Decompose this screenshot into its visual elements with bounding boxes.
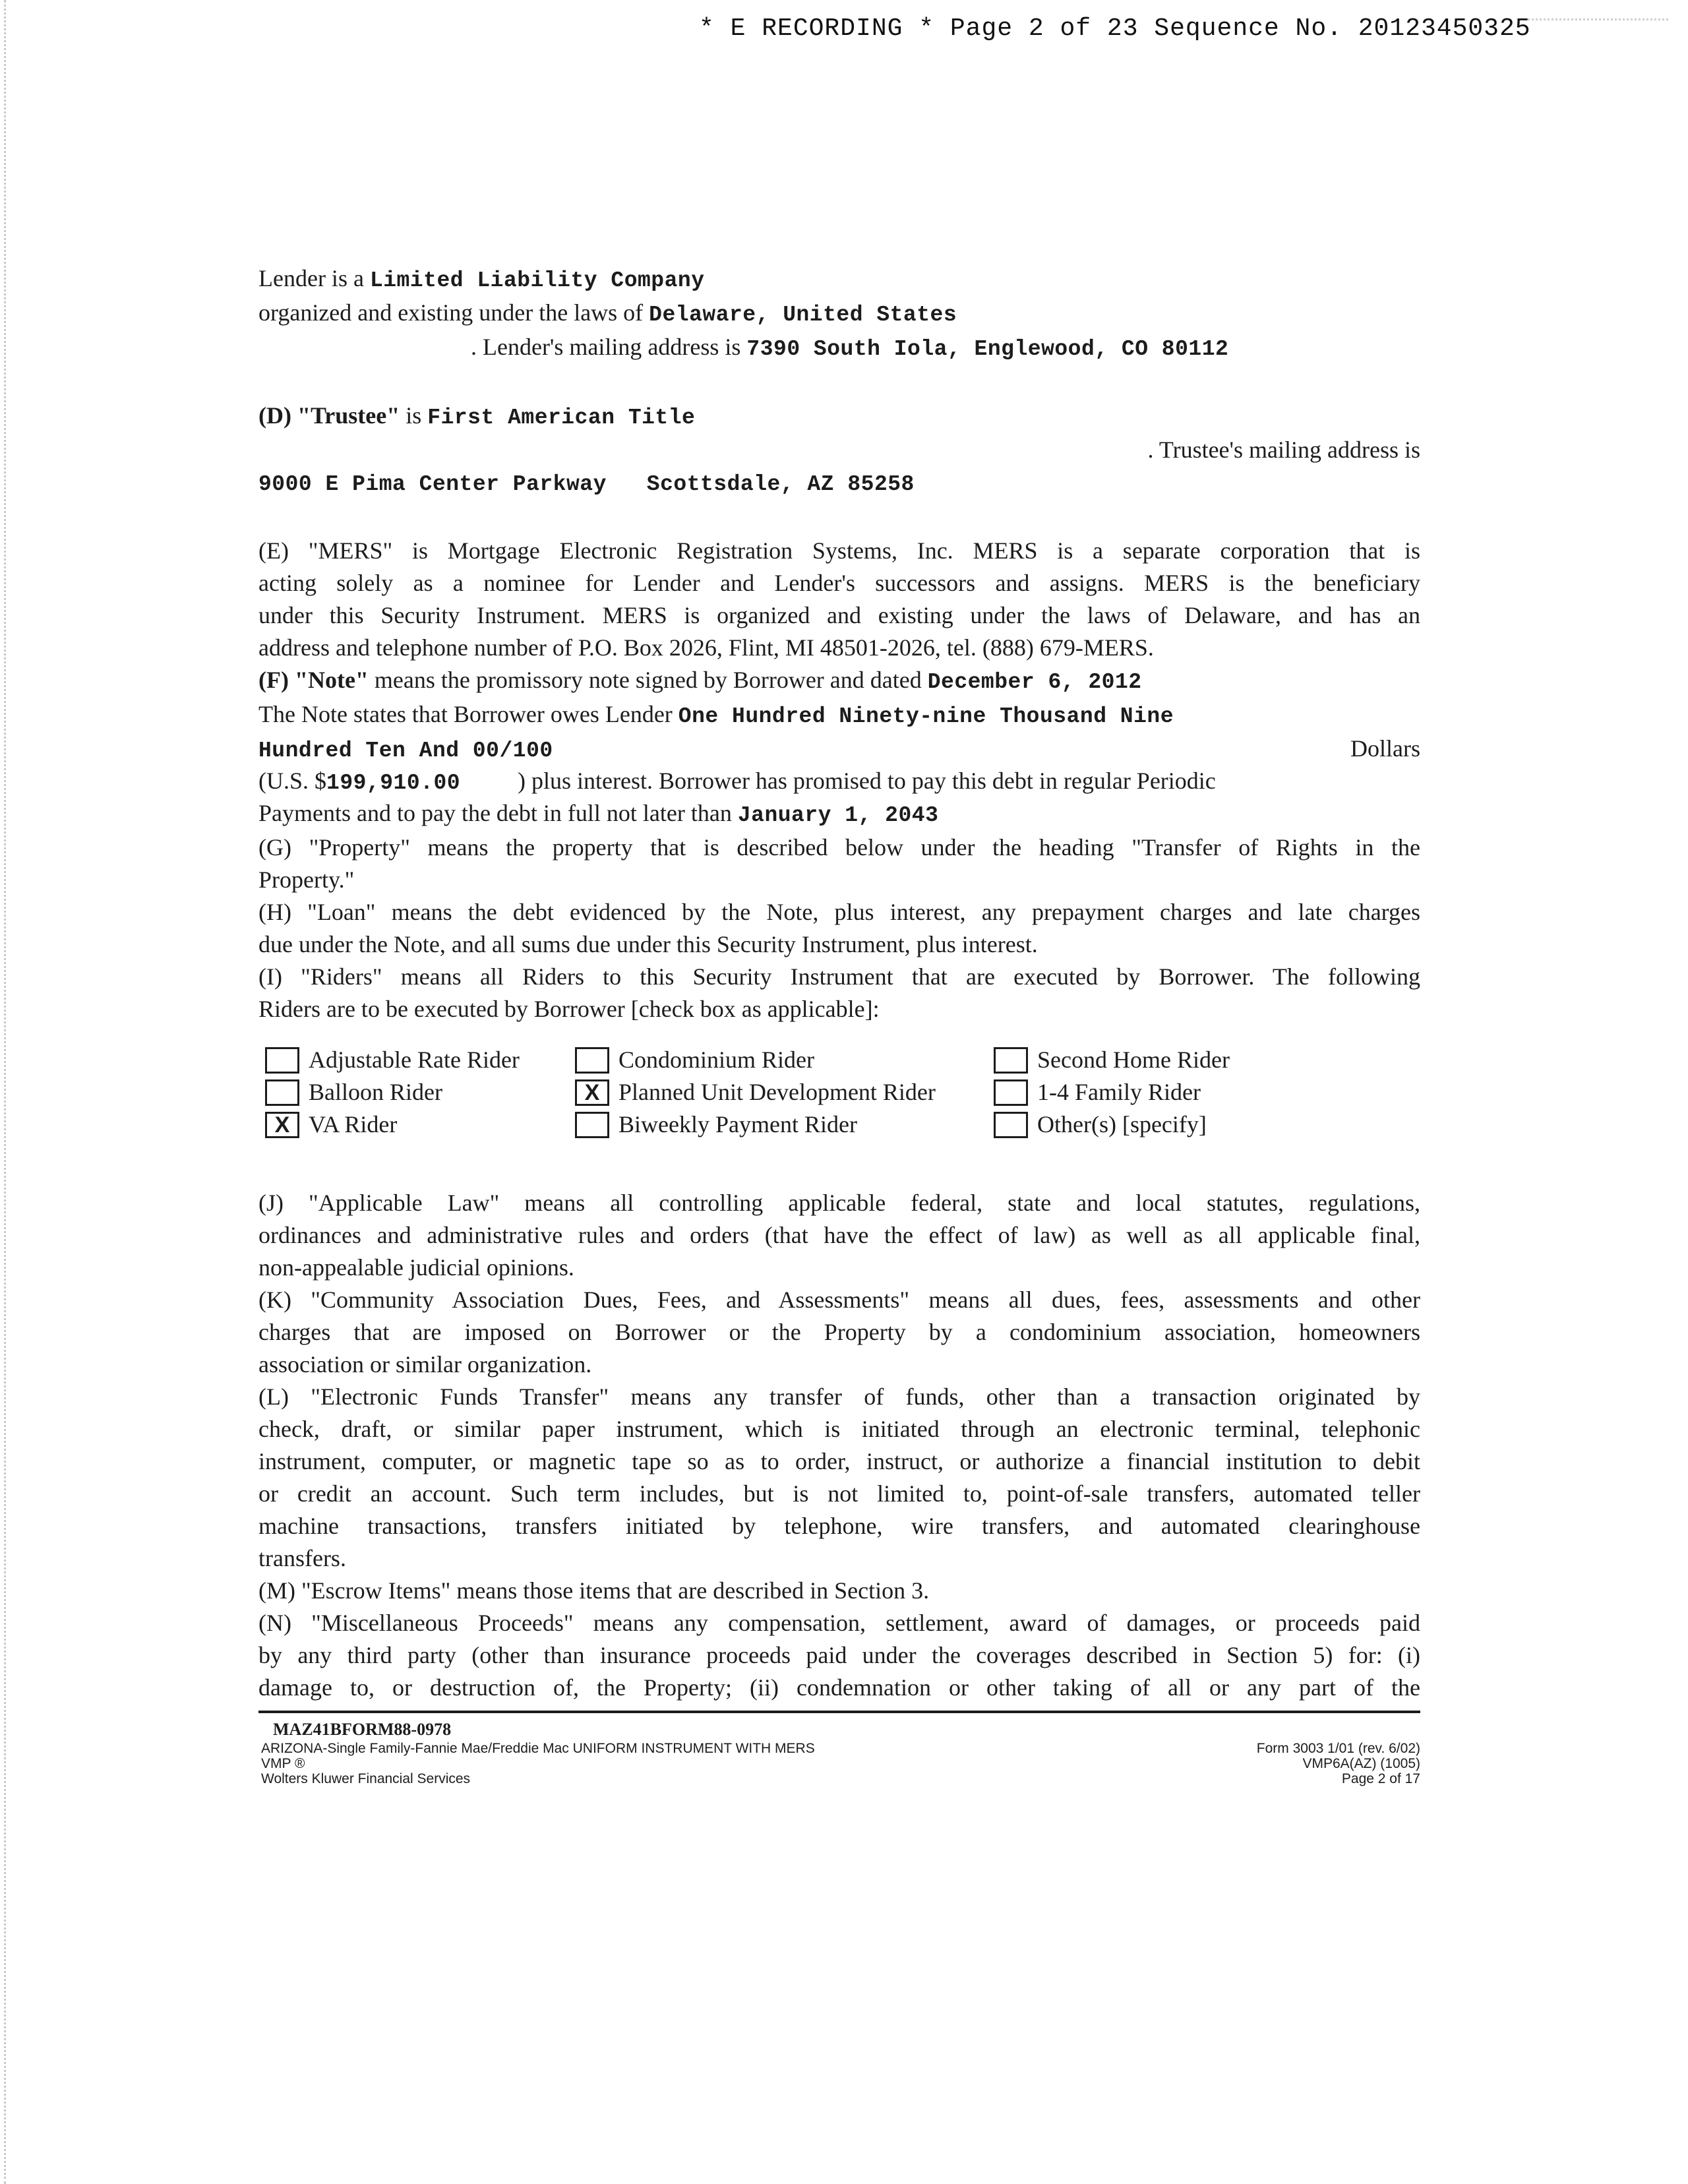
- trustee-mailing-label: . Trustee's mailing address is: [1147, 437, 1420, 463]
- trustee-address: 9000 E Pima Center Parkway Scottsdale, AZ 85258: [258, 472, 915, 497]
- trustee-is-label: is: [406, 402, 422, 429]
- rider-biweekly-payment: [575, 1108, 994, 1141]
- eft-line: transfers.: [258, 1545, 346, 1571]
- trustee-heading: (D) "Trustee": [258, 402, 400, 429]
- footer-row: [261, 1741, 1420, 1786]
- footer-vmp-mark: VMP ®: [261, 1756, 305, 1771]
- trustee-address-line: [258, 466, 1420, 501]
- applicable-law-line: (J) "Applicable Law" means all controlling applicable federal, state and local statutes, regulations,: [258, 1190, 1420, 1216]
- checkbox-icon[interactable]: [994, 1112, 1028, 1138]
- note-payments-text: Payments and to pay the debt in full not later than: [258, 800, 732, 826]
- checkbox-icon[interactable]: [265, 1079, 299, 1106]
- property-line: Property.": [258, 866, 355, 893]
- mers-line: acting solely as a nominee for Lender and Lender's successors and assigns. MERS is the beneficiary: [258, 570, 1420, 596]
- applicable-law-paragraph: [258, 1187, 1420, 1284]
- note-interest-text: ) plus interest. Borrower has promised to pay this debt in regular Periodic: [518, 768, 1216, 794]
- checkbox-icon[interactable]: [994, 1079, 1028, 1106]
- trustee-line: [258, 400, 1420, 434]
- note-amount-words-line: [258, 733, 1420, 765]
- lender-mailing-line: [258, 331, 1420, 365]
- footer-left: [261, 1741, 815, 1786]
- scan-edge-left: [4, 0, 10, 2184]
- eft-paragraph: [258, 1381, 1420, 1575]
- note-owes-label: The Note states that Borrower owes Lender: [258, 701, 673, 727]
- checkbox-icon[interactable]: [575, 1047, 609, 1074]
- applicable-law-line: ordinances and administrative rules and orders (that have the effect of law) as well as all applicable final,: [258, 1222, 1420, 1248]
- note-amount-words: One Hundred Ninety-nine Thousand Nine: [678, 704, 1174, 729]
- document-body: [258, 262, 1420, 1704]
- community-association-paragraph: [258, 1284, 1420, 1381]
- mers-line: address and telephone number of P.O. Box 2026, Flint, MI 48501-2026, tel. (888) 679-MERS.: [258, 634, 1154, 661]
- page-footer: [258, 1711, 1420, 1786]
- footer-instrument-title: ARIZONA-Single Family-Fannie Mae/Freddie Mac UNIFORM INSTRUMENT WITH MERS: [261, 1741, 815, 1756]
- footer-form-number: Form 3003 1/01 (rev. 6/02): [1256, 1741, 1420, 1756]
- riders-definition-line: Riders are to be executed by Borrower [check box as applicable]:: [258, 996, 880, 1022]
- trustee-mailing-line: [258, 434, 1420, 466]
- rider-label: 1-4 Family Rider: [1037, 1079, 1201, 1105]
- lender-organized-label: organized and existing under the laws of: [258, 299, 644, 326]
- note-us-amount-line: [258, 765, 1420, 797]
- loan-line: (H) "Loan" means the debt evidenced by the Note, plus interest, any prepayment charges and late charges: [258, 899, 1420, 925]
- rider-label: Planned Unit Development Rider: [618, 1079, 936, 1105]
- note-maturity-date: January 1, 2043: [737, 803, 939, 828]
- footer-publisher: Wolters Kluwer Financial Services: [261, 1771, 471, 1786]
- rider-label: Biweekly Payment Rider: [618, 1111, 857, 1138]
- note-line: [258, 664, 1420, 698]
- checkbox-icon[interactable]: [994, 1047, 1028, 1074]
- misc-proceeds-line: damage to, or destruction of, the Property; (ii) condemnation or other taking of all or any part of the: [258, 1674, 1420, 1701]
- note-us-label: (U.S. $: [258, 768, 327, 794]
- riders-definition-line: (I) "Riders" means all Riders to this Security Instrument that are executed by Borrower. The following: [258, 963, 1420, 990]
- escrow-items-line: (M) "Escrow Items" means those items that are described in Section 3.: [258, 1577, 930, 1604]
- eft-line: or credit an account. Such term includes, but is not limited to, point-of-sale transfers, automated teller: [258, 1480, 1420, 1507]
- rider-label: Balloon Rider: [309, 1079, 442, 1105]
- applicable-law-line: non-appealable judicial opinions.: [258, 1254, 574, 1281]
- rider-va: [265, 1108, 575, 1141]
- footer-form-code: MAZ41BFORM88-0978: [273, 1720, 452, 1739]
- lender-is-a-label: Lender is a: [258, 265, 364, 291]
- note-text: means the promissory note signed by Borrower and dated: [374, 667, 922, 693]
- note-dollars-label: Dollars: [1350, 735, 1420, 762]
- trustee-name: First American Title: [427, 406, 696, 430]
- eft-line: check, draft, or similar paper instrument, which is initiated through an electronic terminal, telephonic: [258, 1416, 1420, 1442]
- mers-paragraph: [258, 535, 1420, 664]
- rider-adjustable-rate: [265, 1044, 575, 1076]
- rider-label: Other(s) [specify]: [1037, 1111, 1207, 1138]
- misc-proceeds-paragraph: [258, 1607, 1420, 1704]
- community-line: (K) "Community Association Dues, Fees, and Assessments" means all dues, fees, assessments and other: [258, 1287, 1420, 1313]
- lender-mailing-address: 7390 South Iola, Englewood, CO 80112: [746, 337, 1229, 361]
- lender-type-line: [258, 262, 1420, 297]
- rider-label: VA Rider: [309, 1111, 398, 1138]
- rider-label: Adjustable Rate Rider: [309, 1046, 520, 1073]
- misc-proceeds-line: (N) "Miscellaneous Proceeds" means any compensation, settlement, award of damages, or proceeds paid: [258, 1610, 1420, 1636]
- note-heading: (F) "Note": [258, 667, 369, 693]
- mers-line: (E) "MERS" is Mortgage Electronic Registration Systems, Inc. MERS is a separate corporation that is: [258, 537, 1420, 564]
- rider-1-4-family: [994, 1076, 1363, 1108]
- property-line: (G) "Property" means the property that is described below under the heading "Transfer of Rights in the: [258, 834, 1420, 861]
- checkbox-checked-icon[interactable]: X: [575, 1079, 609, 1106]
- rider-label: Second Home Rider: [1037, 1046, 1230, 1073]
- loan-line: due under the Note, and all sums due under this Security Instrument, plus interest.: [258, 931, 1038, 957]
- recording-header: * E RECORDING * Page 2 of 23 Sequence No. 20123450325: [699, 15, 1531, 43]
- note-payments-line: [258, 797, 1420, 832]
- lender-mailing-label: . Lender's mailing address is: [471, 334, 741, 360]
- lender-organized-line: [258, 297, 1420, 331]
- rider-label: Condominium Rider: [618, 1046, 814, 1073]
- rider-condominium: [575, 1044, 994, 1076]
- footer-vmp-code: VMP6A(AZ) (1005): [1302, 1756, 1420, 1771]
- footer-right: [1257, 1741, 1420, 1786]
- lender-jurisdiction: Delaware, United States: [649, 303, 957, 327]
- rider-other: [994, 1108, 1363, 1141]
- note-owes-line: [258, 698, 1420, 733]
- misc-proceeds-line: by any third party (other than insurance proceeds paid under the coverages described in Section 5) for: (i): [258, 1642, 1420, 1668]
- checkbox-icon[interactable]: [575, 1112, 609, 1138]
- rider-second-home: [994, 1044, 1363, 1076]
- riders-checklist: [265, 1044, 1420, 1141]
- community-line: association or similar organization.: [258, 1351, 592, 1378]
- footer-page-number: Page 2 of 17: [1341, 1771, 1420, 1786]
- note-amount-words-cont: Hundred Ten And 00/100: [258, 739, 553, 763]
- rider-balloon: [265, 1076, 575, 1108]
- checkbox-checked-icon[interactable]: X: [265, 1112, 299, 1138]
- note-date: December 6, 2012: [927, 670, 1142, 694]
- eft-line: instrument, computer, or magnetic tape so as to order, instruct, or authorize a financial institution to debit: [258, 1448, 1420, 1474]
- lender-entity-type: Limited Liability Company: [369, 268, 705, 293]
- community-line: charges that are imposed on Borrower or the Property by a condominium association, homeowners: [258, 1319, 1420, 1345]
- mers-line: under this Security Instrument. MERS is organized and existing under the laws of Delaware, and has an: [258, 602, 1420, 628]
- eft-line: (L) "Electronic Funds Transfer" means any transfer of funds, other than a transaction originated by: [258, 1383, 1420, 1410]
- rider-planned-unit-development: [575, 1076, 994, 1108]
- eft-line: machine transactions, transfers initiated by telephone, wire transfers, and automated clearinghouse: [258, 1513, 1420, 1539]
- checkbox-icon[interactable]: [265, 1047, 299, 1074]
- note-amount: 199,910.00: [326, 771, 461, 795]
